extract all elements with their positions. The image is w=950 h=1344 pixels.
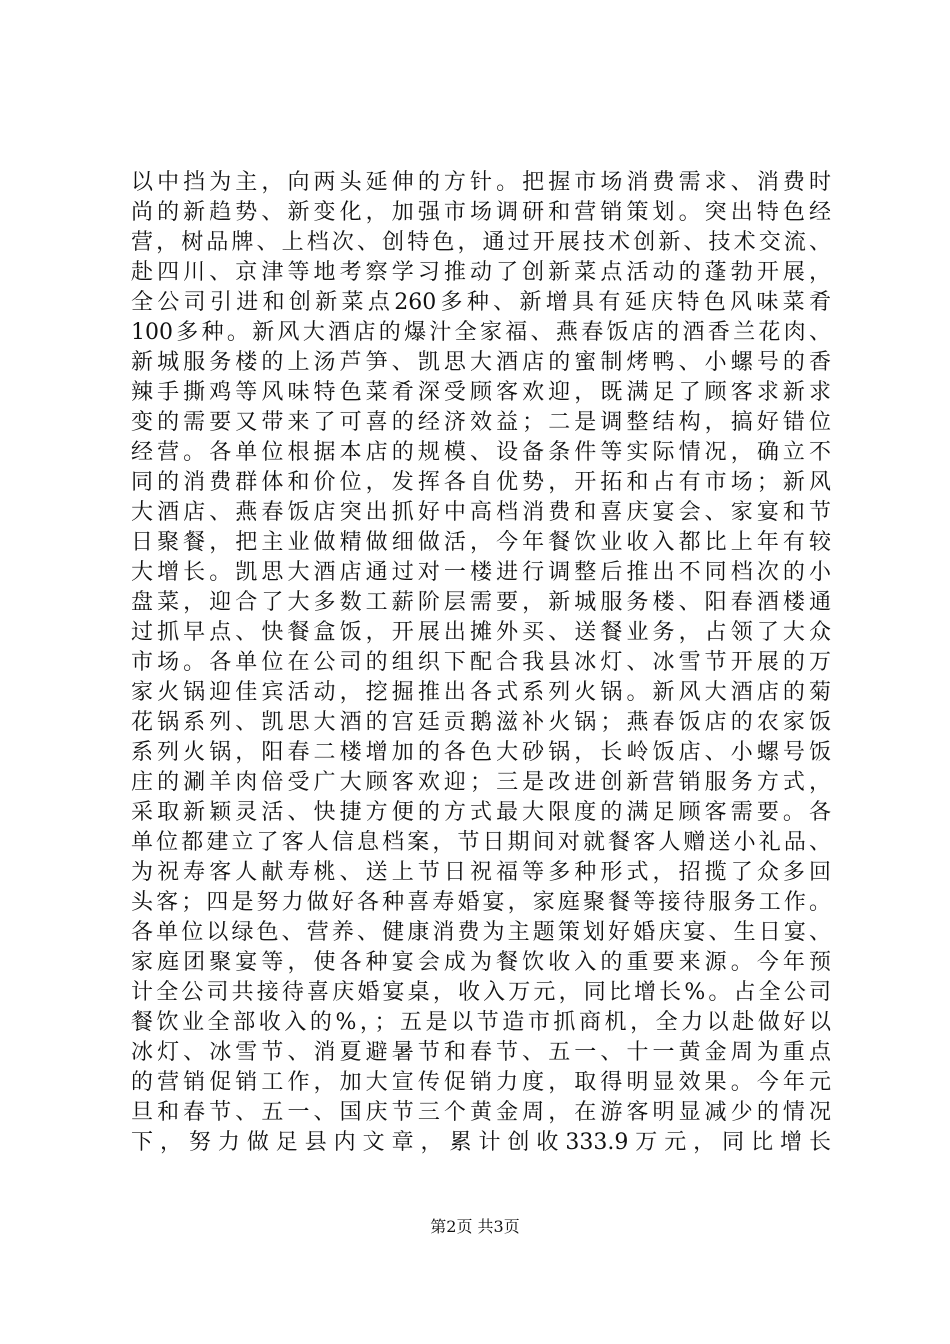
text-line: 新城服务楼的上汤芦笋、凯思大酒店的蜜制烤鸭、小螺号的香 (131, 350, 831, 375)
text-line: 家火锅迎佳宾活动，挖掘推出各式系列火锅。新风大酒店的菊 (131, 680, 831, 705)
text-line: 营，树品牌、上档次、创特色，通过开展技术创新、技术交流、 (131, 230, 831, 255)
text-line: 大酒店、燕春饭店突出抓好中高档消费和喜庆宴会、家宴和节 (131, 500, 831, 525)
text-line: 辣手撕鸡等风味特色菜肴深受顾客欢迎，既满足了顾客求新求 (131, 380, 831, 405)
page-number-footer: 第2页 共3页 (430, 1217, 520, 1236)
text-line: 经营。各单位根据本店的规模、设备条件等实际情况，确立不 (131, 440, 831, 465)
text-line: 花锅系列、凯思大酒的宫廷贡鹅滋补火锅；燕春饭店的农家饭 (131, 710, 831, 735)
text-line: 为祝寿客人献寿桃、送上节日祝福等多种形式，招揽了众多回 (131, 860, 831, 885)
text-line: 系列火锅，阳春二楼增加的各色大砂锅，长岭饭店、小螺号饭 (131, 740, 831, 765)
text-line: 大增长。凯思大酒店通过对一楼进行调整后推出不同档次的小 (131, 560, 831, 585)
text-line: 以中挡为主，向两头延伸的方针。把握市场消费需求、消费时 (131, 170, 831, 195)
text-line: 盘菜，迎合了大多数工薪阶层需要，新城服务楼、阳春酒楼通 (131, 590, 831, 615)
text-line: 各单位以绿色、营养、健康消费为主题策划好婚庆宴、生日宴、 (131, 920, 831, 945)
text-line: 市场。各单位在公司的组织下配合我县冰灯、冰雪节开展的万 (131, 650, 831, 675)
text-line: 单位都建立了客人信息档案，节日期间对就餐客人赠送小礼品、 (131, 830, 831, 855)
text-line: 下，努力做足县内文章，累计创收333.9万元，同比增长 (131, 1130, 831, 1155)
text-line: 家庭团聚宴等，使各种宴会成为餐饮收入的重要来源。今年预 (131, 950, 831, 975)
text-line: 日聚餐，把主业做精做细做活，今年餐饮业收入都比上年有较 (131, 530, 831, 555)
text-line: 冰灯、冰雪节、消夏避暑节和春节、五一、十一黄金周为重点 (131, 1040, 831, 1065)
text-line: 尚的新趋势、新变化，加强市场调研和营销策划。突出特色经 (131, 200, 831, 225)
text-line: 头客；四是努力做好各种喜寿婚宴，家庭聚餐等接待服务工作。 (131, 890, 831, 915)
text-line: 同的消费群体和价位，发挥各自优势，开拓和占有市场；新风 (131, 470, 831, 495)
body-text (131, 168, 831, 1158)
text-line: 赴四川、京津等地考察学习推动了创新菜点活动的蓬勃开展， (131, 260, 831, 285)
text-line: 100多种。新风大酒店的爆汁全家福、燕春饭店的酒香兰花肉、 (131, 320, 831, 345)
text-line: 旦和春节、五一、国庆节三个黄金周，在游客明显减少的情况 (131, 1100, 831, 1125)
text-line: 全公司引进和创新菜点260多种、新增具有延庆特色风味菜肴 (131, 290, 831, 315)
text-line: 的营销促销工作，加大宣传促销力度，取得明显效果。今年元 (131, 1070, 831, 1095)
text-line: 过抓早点、快餐盒饭，开展出摊外买、送餐业务，占领了大众 (131, 620, 831, 645)
text-line: 餐饮业全部收入的%，；五是以节造市抓商机，全力以赴做好以 (131, 1010, 831, 1035)
text-line: 计全公司共接待喜庆婚宴桌，收入万元，同比增长%。占全公司 (131, 980, 831, 1005)
text-line: 庄的涮羊肉倍受广大顾客欢迎；三是改进创新营销服务方式， (131, 770, 831, 795)
text-line: 变的需要又带来了可喜的经济效益；二是调整结构，搞好错位 (131, 410, 831, 435)
text-line: 采取新颖灵活、快捷方便的方式最大限度的满足顾客需要。各 (131, 800, 831, 825)
